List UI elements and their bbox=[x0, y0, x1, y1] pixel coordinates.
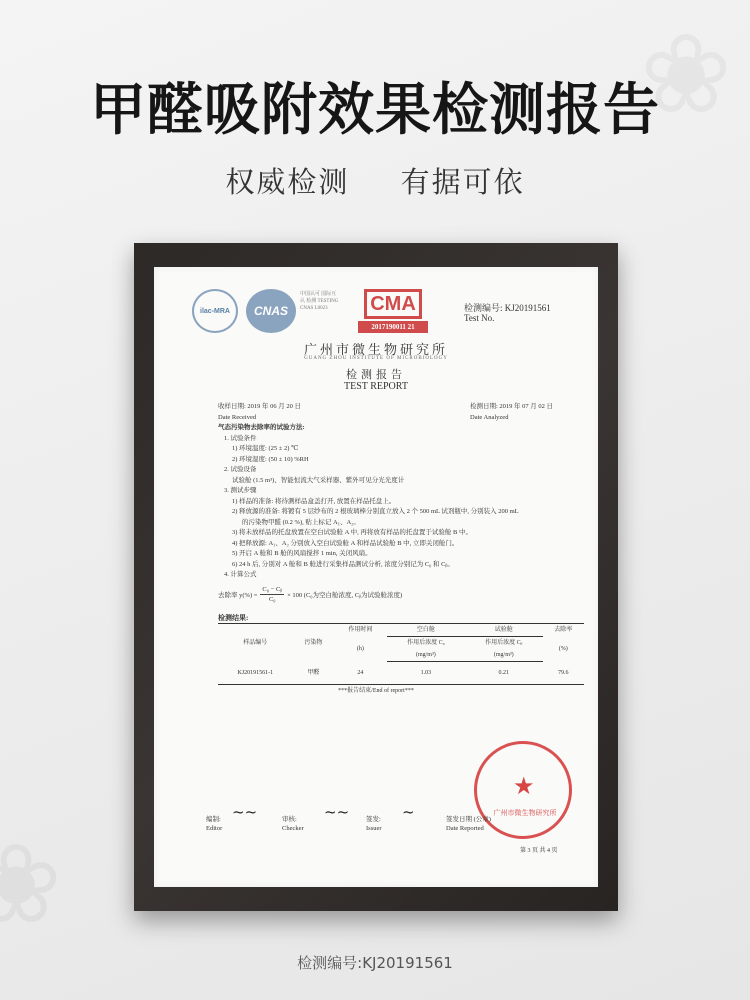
report-title-en: TEST REPORT bbox=[344, 381, 408, 392]
page-subtitle bbox=[0, 160, 750, 201]
col-blank-conc: 作用后浓度 C₀ bbox=[407, 640, 445, 646]
method-line: 1) 环境温度: (25 ± 2) ℃ bbox=[232, 445, 299, 452]
cma-code: 2017190011 21 bbox=[358, 321, 428, 333]
formula-fraction: $\frac{\text{C₀ − Cᵦ}}{\text{C₀}}$ bbox=[262, 586, 283, 603]
cell-test-conc: 0.21 bbox=[465, 662, 543, 685]
method-line: 1. 试验条件 bbox=[224, 434, 257, 442]
background-watermark bbox=[0, 820, 62, 948]
col-blank: 空白舱 bbox=[387, 624, 465, 637]
cell-pollutant: 甲醛 bbox=[293, 662, 334, 685]
report-title: 检测报告 bbox=[346, 369, 406, 381]
test-number: 检测编号: KJ20191561 bbox=[464, 303, 551, 313]
cell-blank-conc: 1.03 bbox=[387, 662, 465, 685]
page-number: 第 3 页 共 4 页 bbox=[520, 848, 558, 854]
cma-logo: CMA bbox=[364, 289, 422, 319]
method-line: 6) 24 h 后, 分别对 A 舱和 B 舱进行采集样品测试分析, 浓度分别记为 C₀ 和 Cᵦ。 bbox=[232, 560, 454, 568]
checker-label: 审核: Checker bbox=[282, 816, 304, 832]
method-line: 3) 将未放样品的托盘放置在空白试验舱 A 中, 再将放有样品的托盘置于试验舱 B 中。 bbox=[232, 529, 472, 536]
ilac-mra-logo: ilac-MRA bbox=[192, 289, 238, 333]
method-title: 气态污染物去除率的试验方法: bbox=[218, 424, 305, 431]
method-line: 的污染物甲醛 (0.2 %), 贴上标记 A₁、A₂。 bbox=[242, 518, 360, 526]
test-number-label-en: Test No. bbox=[464, 313, 495, 323]
table-row bbox=[218, 662, 584, 685]
method-line: 4. 计算公式 bbox=[224, 571, 257, 578]
institute-name-en: GUANG ZHOU INSTITUTE OF MICROBIOLOGY bbox=[304, 356, 448, 361]
method-line: 2) 环境湿度: (50 ± 10) %RH bbox=[232, 455, 309, 463]
col-pollutant: 污染物 bbox=[293, 624, 334, 662]
cnas-accreditation-text: 中国认可 国际互认 检测 TESTING CNAS L0023 bbox=[300, 292, 339, 311]
picture-frame bbox=[134, 243, 618, 911]
col-sample-no: 样品编号 bbox=[218, 624, 293, 662]
method-line: 2. 试验设备 bbox=[224, 466, 257, 473]
col-unit: (mg/m³) bbox=[387, 649, 465, 662]
method-line: 1) 样品的准备: 将待测样品盒盖打开, 放置在样品托盘上。 bbox=[232, 497, 396, 505]
subtitle-left: 权威检测 bbox=[225, 165, 350, 199]
results-table bbox=[218, 623, 584, 685]
issuer-signature: ~ bbox=[402, 803, 415, 821]
col-test-conc: 作用后浓度 Cᵦ bbox=[485, 640, 523, 646]
seal-text: 广州市微生物研究所 bbox=[493, 809, 557, 817]
end-of-report: ***报告结束/End of report*** bbox=[338, 688, 414, 694]
issuer-label: 签发: Issuer bbox=[366, 816, 382, 832]
method-line: 2) 释放源的准备: 将镀有 5 层纱布的 2 根玻璃棒分别直立放入 2 个 500 mL 试剂瓶中, 分别装入 200 mL bbox=[232, 508, 519, 515]
col-duration: 作用时间 bbox=[334, 624, 387, 637]
col-test: 试验舱 bbox=[465, 624, 543, 637]
date-reported-label: 签发日期 (公章) Date Reported bbox=[446, 816, 491, 832]
col-unit: (mg/m³) bbox=[465, 649, 543, 662]
removal-rate-formula: 去除率 y(%) = $\frac{\text{C₀ − Cᵦ}}{\text{C₀}}$ × 100 (C₀为空白舱浓度, Cᵦ为试验舱浓度) bbox=[218, 586, 403, 603]
date-received: 收样日期: 2019 年 06 月 20 日 Date Received bbox=[218, 403, 302, 421]
method-line: 5) 开启 A 舱和 B 舱的风扇搅拌 1 min, 关闭风扇。 bbox=[232, 550, 372, 557]
col-removal: 去除率 bbox=[543, 624, 584, 637]
method-line: 试验舱 (1.5 m³)、智能恒流大气采样器、紫外可见分光光度计 bbox=[232, 476, 405, 484]
editor-label: 编制: Editor bbox=[206, 816, 223, 832]
cell-duration: 24 bbox=[334, 662, 387, 685]
cell-removal: 79.6 bbox=[543, 662, 584, 685]
report-caption: 检测编号:KJ20191561 bbox=[297, 954, 453, 972]
cnas-logo: CNAS bbox=[246, 289, 296, 333]
report-document bbox=[154, 267, 598, 887]
col-duration-unit: (h) bbox=[356, 646, 364, 652]
editor-signature: ~~ bbox=[232, 803, 258, 821]
subtitle-right: 有据可依 bbox=[400, 165, 525, 199]
method-line: 3. 测试步骤 bbox=[224, 487, 257, 494]
date-analyzed: 检测日期: 2019 年 07 月 02 日 Date Analyzed bbox=[470, 403, 554, 421]
star-icon: ★ bbox=[513, 772, 535, 800]
col-removal-unit: (%) bbox=[558, 646, 568, 652]
checker-signature: ~~ bbox=[324, 803, 350, 821]
cell-sample-no: KJ20191561-1 bbox=[218, 662, 293, 685]
method-line: 4) 把释放源: A₁、A₂ 分别放入空白试验舱 A 和样品试验舱 B 中, 立即关闭舱门。 bbox=[232, 539, 459, 547]
test-method-section bbox=[218, 423, 568, 581]
results-label: 检测结果: bbox=[218, 614, 249, 622]
page-title: 甲醛吸附效果检测报告 bbox=[90, 78, 660, 143]
institute-name: 广州市微生物研究所 bbox=[303, 342, 448, 357]
